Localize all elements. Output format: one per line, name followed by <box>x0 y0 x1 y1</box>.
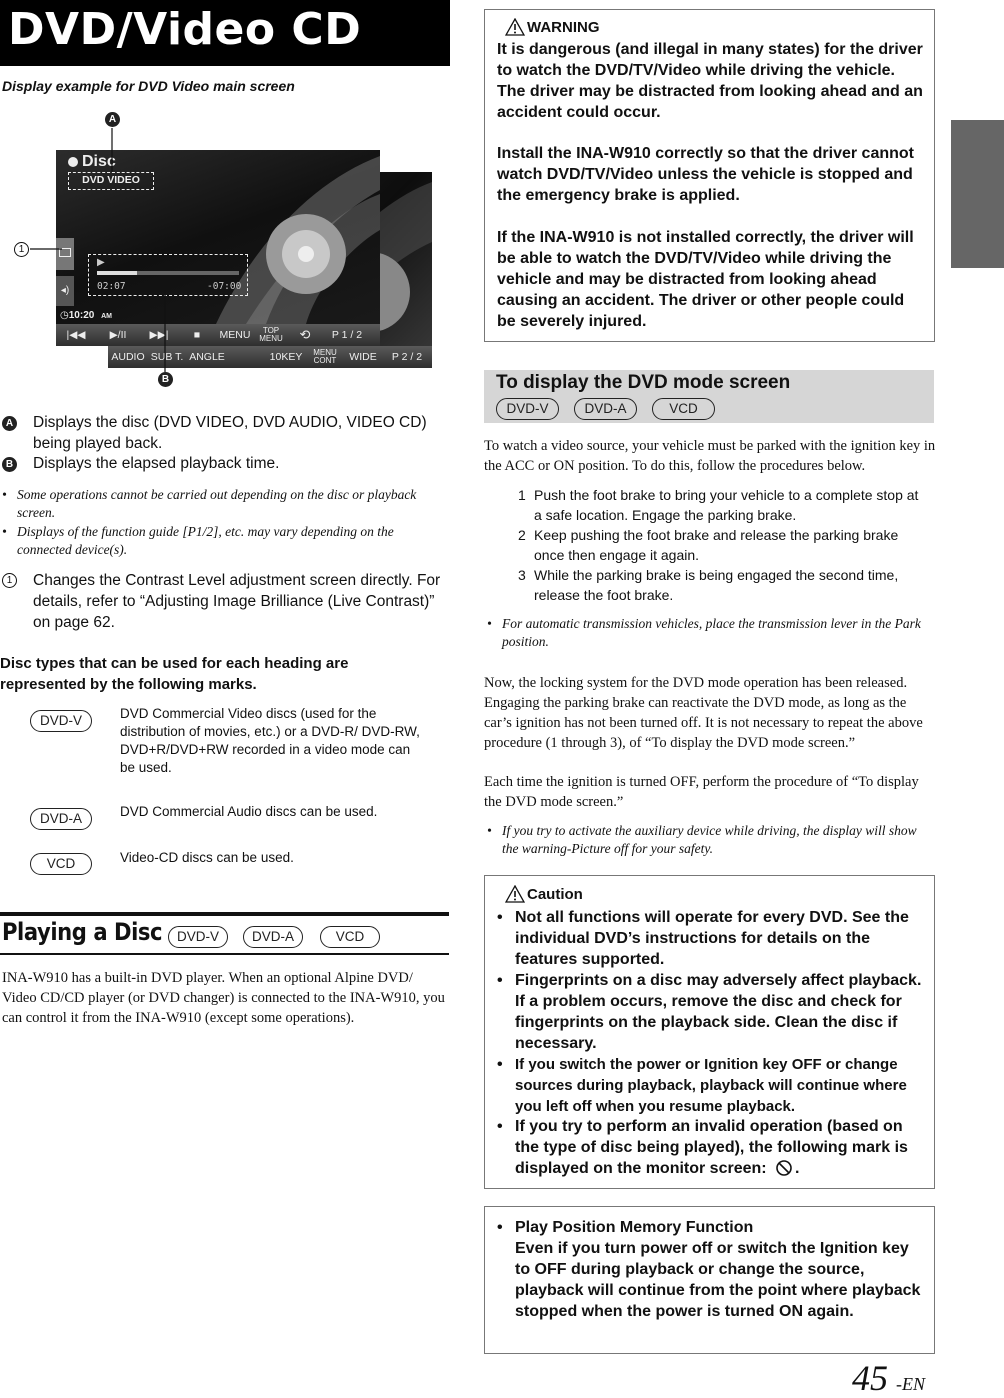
caution-bullet-4: • <box>497 1118 503 1135</box>
play-indicator-icon: ▶ <box>97 257 105 268</box>
step-1-number: 1 <box>518 487 526 503</box>
caution-item-3: If you switch the power or Ignition key OFF or change sources during playback, playback will continue where you left off when you resume playback. <box>515 1056 907 1115</box>
memory-bullet: • <box>497 1219 503 1236</box>
note-bullet-2: • <box>2 524 7 539</box>
playing-rule-top <box>0 912 449 916</box>
step-3-text: While the parking brake is being engaged the second time, release the foot brake. <box>534 567 899 603</box>
warning-triangle-icon <box>505 18 525 36</box>
disc-source-label: Disc <box>68 153 116 171</box>
memory-text: Even if you turn power off or switch the Ignition key to OFF during playback or change the source, playback will continue from the point where playback stopped when the power is turned ON again. <box>515 1240 921 1320</box>
angle-button[interactable]: ANGLE <box>189 351 225 363</box>
section-side-tab <box>951 120 1004 268</box>
item1-marker: 1 <box>2 573 17 588</box>
dvd-mode-badge-dvd-v: DVD-V <box>496 398 559 420</box>
warning-p1: It is dangerous (and illegal in many states) for the driver to watch the DVD/TV/Video while driving the vehicle. The driver may be distracted from looking ahead and an accident could occur. <box>497 41 923 121</box>
disc-type-dvd-a-text: DVD Commercial Audio discs can be used. <box>120 804 378 819</box>
playing-badge-vcd: VCD <box>320 926 380 948</box>
playing-badge-dvd-a: DVD-A <box>243 926 303 948</box>
warning-box <box>484 9 935 342</box>
step-2-text: Keep pushing the foot brake and release the parking brake once then engage it again. <box>534 527 899 563</box>
remaining-time: -07:00 <box>207 281 242 292</box>
warning-p3: If the INA-W910 is not installed correctly, the driver will be able to watch the DVD/TV/Video while driving the vehicle and may be distracted from looking ahead causing an accident. The driver or other people could be severely injured. <box>497 229 914 330</box>
playing-rule-bottom <box>0 953 449 955</box>
display-example-caption: Display example for DVD Video main screen <box>2 78 295 94</box>
disc-type-indicator: DVD VIDEO <box>68 172 154 190</box>
elapsed-time: 02:07 <box>97 281 126 292</box>
badge-dvd-a: DVD-A <box>30 808 92 830</box>
dvd-mode-note1-bullet: • <box>487 616 492 631</box>
previous-chapter-button[interactable]: |◀◀ <box>66 329 86 341</box>
page-number: 45 <box>852 1358 888 1398</box>
badge-dvd-v: DVD-V <box>30 710 92 732</box>
page2-indicator[interactable]: P 2 / 2 <box>391 351 423 363</box>
legend-a-marker: A <box>2 416 17 431</box>
menu-cont-button[interactable]: MENU CONT <box>313 348 337 365</box>
clock: ◷10:20 AM <box>60 310 112 321</box>
dvd-mode-note1: For automatic transmission vehicles, place the transmission lever in the Park position. <box>502 616 921 649</box>
wide-button[interactable]: WIDE <box>349 351 377 363</box>
note-bullet-1: • <box>2 487 7 502</box>
item1-text: Changes the Contrast Level adjustment screen directly. For details, refer to “Adjusting Image Brilliance (Live Contrast)” on page 62. <box>33 572 441 631</box>
legend-a-text: Displays the disc (DVD VIDEO, DVD AUDIO, VIDEO CD) being played back. <box>33 414 427 452</box>
callout-1-marker: 1 <box>14 242 29 257</box>
disc-types-heading: Disc types that can be used for each heading are represented by the following marks. <box>0 655 349 693</box>
note-1: Some operations cannot be carried out depending on the disc or playback screen. <box>17 487 417 520</box>
callout-lines <box>0 108 260 398</box>
playing-heading: Playing a Disc <box>2 918 163 946</box>
playing-text: INA-W910 has a built-in DVD player. When an optional Alpine DVD/ Video CD/CD player (or DVD changer) is connected to the INA-W910, you can control it from the INA-W910 (except some operations). <box>2 970 445 1026</box>
volume-icon[interactable]: ◂) <box>56 276 74 306</box>
subtitle-button[interactable]: SUB T. <box>150 351 184 363</box>
next-chapter-button[interactable]: ▶▶| <box>149 329 169 341</box>
repeat-icon[interactable]: ⟲ <box>299 327 311 342</box>
dvd-mode-para1: Now, the locking system for the DVD mode operation has been released. Engaging the parking brake can reactivate the DVD mode, as long as the car’s ignition has not been turned off. It is not necessary to repeat the above procedure (1 through 3), of “To display the DVD mode screen.” <box>484 675 923 751</box>
dvd-mode-note2: If you try to activate the auxiliary device while driving, the display will show the warning-Picture off for your safety. <box>502 823 917 856</box>
dvd-mode-para2: Each time the ignition is turned OFF, perform the procedure of “To display the DVD mode screen.” <box>484 774 919 810</box>
stop-button[interactable]: ■ <box>193 329 201 341</box>
caution-item-4: If you try to perform an invalid operation (based on the type of disc being played), the following mark is displayed on the monitor screen: <box>515 1118 908 1177</box>
clock-icon: ◷ <box>60 310 69 321</box>
step-2-number: 2 <box>518 527 526 543</box>
disc-type-dvd-v-text: DVD Commercial Video discs (used for the distribution of movies, etc.) or a DVD-R/ DVD-RW, DVD+R/DVD+RW recorded in a video mode can be used. <box>120 706 420 775</box>
dvd-mode-heading-block <box>484 370 934 423</box>
caution-bullet-3: • <box>497 1056 503 1073</box>
playing-badge-dvd-v: DVD-V <box>168 926 228 948</box>
page-title: DVD/Video CD <box>8 4 362 55</box>
memory-box <box>484 1206 935 1354</box>
caution-box <box>484 875 935 1189</box>
top-menu-button[interactable]: TOP MENU <box>259 326 283 343</box>
prohibited-icon <box>775 1159 793 1177</box>
page1-indicator[interactable]: P 1 / 2 <box>331 329 363 341</box>
audio-button[interactable]: AUDIO <box>111 351 145 363</box>
memory-title: Play Position Memory Function <box>515 1219 754 1236</box>
step-1-text: Push the foot brake to bring your vehicle to a complete stop at a safe location. Engage the parking brake. <box>534 487 919 523</box>
caution-item-1: Not all functions will operate for every DVD. See the individual DVD’s instructions for details on the features supported. <box>515 909 909 968</box>
caution-bullet-2: • <box>497 972 503 989</box>
step-3-number: 3 <box>518 567 526 583</box>
caution-triangle-icon <box>505 885 525 903</box>
callout-b-marker: B <box>158 372 173 387</box>
caution-bullet-1: • <box>497 909 503 926</box>
caution-trailing-period: . <box>795 1160 800 1177</box>
callout-a-marker: A <box>105 112 120 127</box>
dvd-mode-heading: To display the DVD mode screen <box>496 372 791 393</box>
ten-key-button[interactable]: 10KEY <box>269 351 303 363</box>
note-2: Displays of the function guide [P1/2], etc. may vary depending on the connected device(s). <box>17 524 394 557</box>
warning-header: WARNING <box>505 18 600 36</box>
dvd-mode-badge-dvd-a: DVD-A <box>574 398 637 420</box>
play-pause-button[interactable]: ▶/II <box>109 329 127 341</box>
dvd-mode-badge-vcd: VCD <box>652 398 715 420</box>
warning-p2: Install the INA-W910 correctly so that the driver cannot watch DVD/TV/Video unless the vehicle is stopped and the emergency brake is applied. <box>497 145 914 204</box>
badge-vcd: VCD <box>30 853 92 875</box>
caution-item-2: Fingerprints on a disc may adversely affect playback. If a problem occurs, remove the disc and check for fingerprints on the playback side. Clean the disc if necessary. <box>515 972 922 1052</box>
page-suffix: -EN <box>896 1374 925 1394</box>
legend-b-marker: B <box>2 457 17 472</box>
dvd-mode-intro: To watch a video source, your vehicle must be parked with the ignition key in the ACC or ON position. To do this, follow the procedures below. <box>484 438 936 474</box>
caution-header: Caution <box>505 885 583 903</box>
disc-type-vcd-text: Video-CD discs can be used. <box>120 850 294 865</box>
legend-b-text: Displays the elapsed playback time. <box>33 455 280 472</box>
dvd-mode-note2-bullet: • <box>487 823 492 838</box>
menu-button[interactable]: MENU <box>219 329 251 341</box>
